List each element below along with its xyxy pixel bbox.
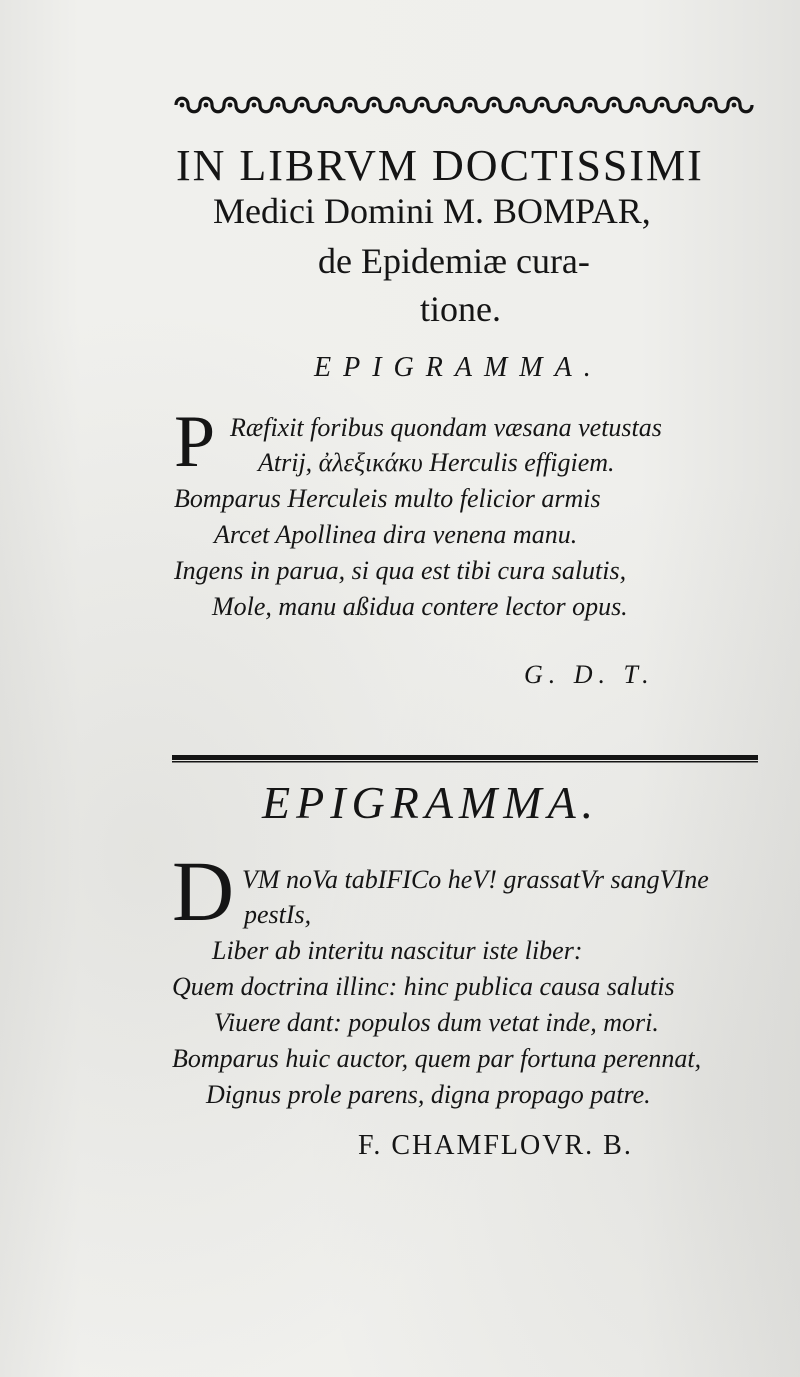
epigram-2-line-2: pestIs,	[244, 900, 312, 929]
title-line-2: Medici Domini M. BOMPAR,	[213, 191, 651, 231]
epigram-2-line-5: Viuere dant: populos dum vetat inde, mori.	[214, 1008, 659, 1037]
epigram-1-line-6: Mole, manu aßidua contere lector opus.	[212, 592, 628, 621]
epigram-1-dropcap: P	[174, 401, 216, 483]
section-divider	[172, 752, 758, 764]
title-line-4: tione.	[420, 289, 501, 329]
epigram-2-heading: EPIGRAMMA.	[262, 777, 600, 828]
epigram-1-line-4: Arcet Apollinea dira venena manu.	[214, 520, 578, 549]
epigram-2-line-4: Quem doctrina illinc: hinc publica causa salutis	[172, 972, 675, 1001]
epigram-1-line-1: Ræfixit foribus quondam væsana vetustas	[230, 413, 662, 442]
epigram-1-line-2: Atrij, ἀλεξικάκυ Herculis effigiem.	[258, 448, 615, 477]
epigram-2-dropcap: D	[172, 843, 235, 939]
epigram-1-line-3: Bomparus Herculeis multo felicior armis	[174, 484, 601, 513]
ornament-border	[172, 92, 757, 118]
epigram-2-line-6: Bomparus huic auctor, quem par fortuna perennat,	[172, 1044, 702, 1073]
title-line-1: IN LIBRVM DOCTISSIMI	[176, 141, 704, 190]
epigram-1-line-5: Ingens in parua, si qua est tibi cura salutis,	[174, 556, 627, 585]
title-line-3: de Epidemiæ cura-	[318, 241, 590, 281]
epigram-2-signature: F. CHAMFLOVR. B.	[358, 1130, 633, 1161]
epigram-2-line-7: Dignus prole parens, digna propago patre.	[206, 1080, 651, 1109]
epigram-2-line-1: VM noVa tabIFICo heV! grassatVr sangVIne	[242, 865, 709, 894]
epigram-1-signature: G. D. T.	[524, 660, 655, 689]
epigram-1-heading: EPIGRAMMA.	[314, 352, 603, 383]
epigram-2-line-3: Liber ab interitu nascitur iste liber:	[212, 936, 583, 965]
